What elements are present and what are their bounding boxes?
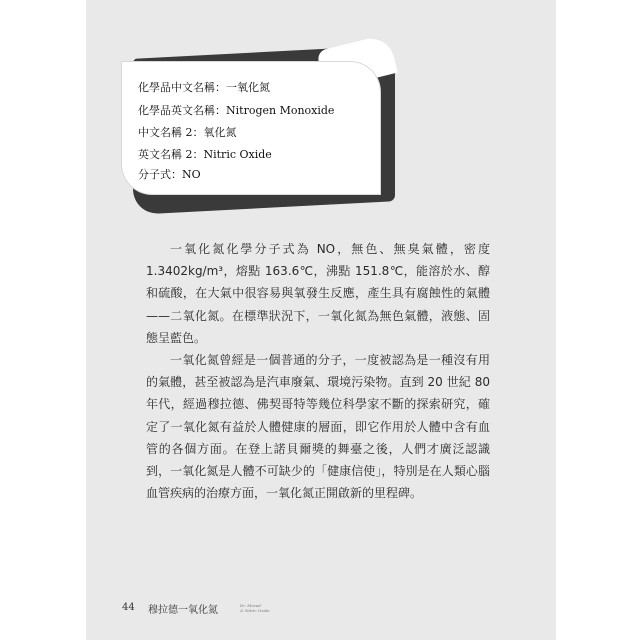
chinese-chemical-name: 化學品中文名稱：一氧化氮 (138, 81, 270, 94)
english-chemical-name: 化學品英文名稱：Nitrogen Monoxide (138, 104, 335, 117)
chinese-name-2: 中文名稱 2：氧化氮 (138, 126, 237, 139)
page-number: 44 (122, 602, 135, 613)
running-head: 穆拉德一氧化氮 (148, 605, 218, 616)
english-name-2: 英文名稱 2：Nitric Oxide (138, 148, 272, 161)
body-text (146, 238, 490, 504)
molecular-formula: 分子式：NO (138, 168, 201, 181)
paragraph-2: 一氧化氮曾經是一個普通的分子，一度被認為是一種沒有用的氣體，甚至被認為是汽車廢氣、環境污染物。直到 20 世紀 80 年代，經過穆拉德、佛契哥特等幾位科學家不斷的探索研究，確定了一氧化氮有益於人體健康的層面，即它作用於人體中含有血管的各個方面。在登上諾貝爾獎的舞臺之後，人們才廣泛認識到，一氧化氮是人體不可缺少的「健康信使」，特別是在人類心腦血管疾病的治療方面，一氧化氮正開啟新的里程碑。 (146, 353, 490, 501)
running-head-english: Dr. Murad & Nitric Oxide (240, 603, 270, 613)
paragraph-1: 一氧化氮化學分子式為 NO，無色、無臭氣體，密度 1.3402kg/m³，熔點 163.6℃，沸點 151.8℃，能溶於水、醇和硫酸，在大氣中很容易與氧發生反應，產生具有腐蝕性的氣體——二氧化氮。在標準狀況下，一氧化氮為無色氣體，液態、固態呈藍色。 (146, 242, 490, 345)
